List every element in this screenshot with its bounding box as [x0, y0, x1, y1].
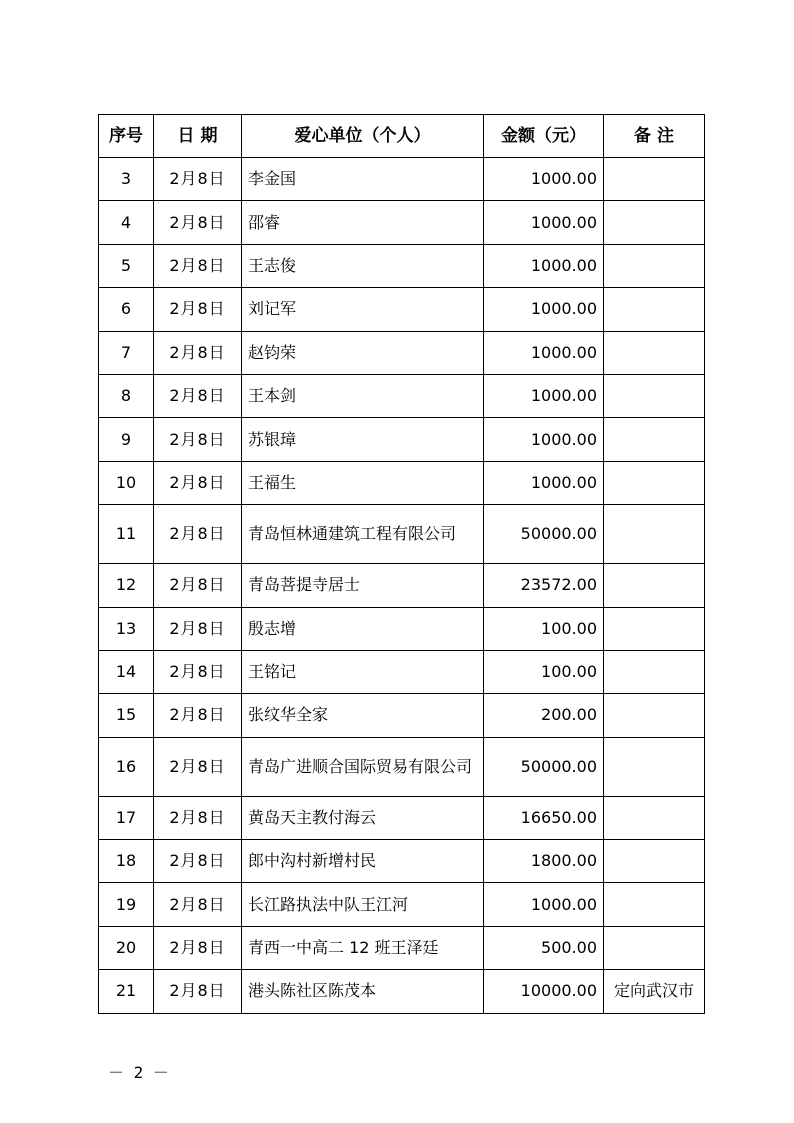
- cell-donor: 青岛菩提寺居士: [242, 564, 484, 607]
- cell-amount: 50000.00: [484, 737, 604, 796]
- cell-amount: 1000.00: [484, 461, 604, 504]
- cell-no: 15: [99, 694, 154, 737]
- cell-date: 2月8日: [154, 883, 242, 926]
- cell-donor: 王本剑: [242, 374, 484, 417]
- cell-amount: 1000.00: [484, 883, 604, 926]
- cell-no: 16: [99, 737, 154, 796]
- cell-note: [604, 461, 705, 504]
- cell-no: 14: [99, 650, 154, 693]
- cell-no: 19: [99, 883, 154, 926]
- cell-date: 2月8日: [154, 737, 242, 796]
- cell-date: 2月8日: [154, 796, 242, 839]
- cell-donor: 张纹华全家: [242, 694, 484, 737]
- cell-no: 17: [99, 796, 154, 839]
- cell-donor: 苏银璋: [242, 418, 484, 461]
- cell-date: 2月8日: [154, 564, 242, 607]
- cell-date: 2月8日: [154, 650, 242, 693]
- cell-donor: 长江路执法中队王江河: [242, 883, 484, 926]
- cell-note: [604, 694, 705, 737]
- table-row: [99, 737, 705, 796]
- cell-no: 7: [99, 331, 154, 374]
- cell-amount: 100.00: [484, 650, 604, 693]
- cell-no: 4: [99, 201, 154, 244]
- cell-amount: 16650.00: [484, 796, 604, 839]
- cell-date: 2月8日: [154, 418, 242, 461]
- table-header-row: [99, 115, 705, 158]
- cell-amount: 10000.00: [484, 970, 604, 1013]
- cell-date: 2月8日: [154, 288, 242, 331]
- cell-no: 21: [99, 970, 154, 1013]
- cell-no: 18: [99, 840, 154, 883]
- cell-no: 11: [99, 505, 154, 564]
- table-row: [99, 331, 705, 374]
- table-row: [99, 564, 705, 607]
- cell-note: [604, 650, 705, 693]
- table-row: [99, 883, 705, 926]
- table-row: [99, 505, 705, 564]
- cell-note: [604, 737, 705, 796]
- cell-donor: 赵钧荣: [242, 331, 484, 374]
- cell-donor: 王福生: [242, 461, 484, 504]
- cell-no: 3: [99, 158, 154, 201]
- cell-no: 10: [99, 461, 154, 504]
- header-note: 备 注: [604, 115, 705, 158]
- cell-note: [604, 374, 705, 417]
- cell-amount: 1000.00: [484, 201, 604, 244]
- table-row: [99, 926, 705, 969]
- cell-date: 2月8日: [154, 505, 242, 564]
- cell-note: [604, 201, 705, 244]
- cell-date: 2月8日: [154, 158, 242, 201]
- header-amount: 金额（元）: [484, 115, 604, 158]
- table-row: [99, 607, 705, 650]
- table-row: [99, 840, 705, 883]
- cell-amount: 500.00: [484, 926, 604, 969]
- cell-donor: 青岛恒林通建筑工程有限公司: [242, 505, 484, 564]
- cell-no: 8: [99, 374, 154, 417]
- cell-date: 2月8日: [154, 607, 242, 650]
- cell-donor: 黄岛天主教付海云: [242, 796, 484, 839]
- cell-amount: 1000.00: [484, 158, 604, 201]
- cell-amount: 1000.00: [484, 418, 604, 461]
- cell-amount: 1800.00: [484, 840, 604, 883]
- cell-no: 20: [99, 926, 154, 969]
- cell-no: 6: [99, 288, 154, 331]
- cell-note: [604, 840, 705, 883]
- cell-note: [604, 505, 705, 564]
- table-row: [99, 694, 705, 737]
- cell-amount: 1000.00: [484, 331, 604, 374]
- cell-no: 5: [99, 244, 154, 287]
- cell-date: 2月8日: [154, 201, 242, 244]
- cell-date: 2月8日: [154, 461, 242, 504]
- cell-no: 9: [99, 418, 154, 461]
- cell-note: [604, 288, 705, 331]
- cell-note: [604, 244, 705, 287]
- cell-date: 2月8日: [154, 840, 242, 883]
- donation-table: [98, 114, 705, 1014]
- cell-date: 2月8日: [154, 926, 242, 969]
- cell-note: [604, 883, 705, 926]
- cell-note: [604, 926, 705, 969]
- cell-no: 13: [99, 607, 154, 650]
- cell-amount: 1000.00: [484, 288, 604, 331]
- cell-amount: 23572.00: [484, 564, 604, 607]
- table-row: [99, 418, 705, 461]
- cell-note: [604, 564, 705, 607]
- cell-amount: 100.00: [484, 607, 604, 650]
- cell-date: 2月8日: [154, 374, 242, 417]
- table-row: [99, 201, 705, 244]
- table-row: [99, 796, 705, 839]
- header-donor: 爱心单位（个人）: [242, 115, 484, 158]
- cell-note: 定向武汉市: [604, 970, 705, 1013]
- cell-donor: 青岛广进顺合国际贸易有限公司: [242, 737, 484, 796]
- cell-donor: 殷志增: [242, 607, 484, 650]
- header-no: 序号: [99, 115, 154, 158]
- cell-note: [604, 796, 705, 839]
- cell-date: 2月8日: [154, 970, 242, 1013]
- table-row: [99, 288, 705, 331]
- cell-note: [604, 418, 705, 461]
- header-date: 日 期: [154, 115, 242, 158]
- cell-donor: 王志俊: [242, 244, 484, 287]
- cell-amount: 50000.00: [484, 505, 604, 564]
- cell-amount: 1000.00: [484, 374, 604, 417]
- table-row: [99, 244, 705, 287]
- cell-amount: 200.00: [484, 694, 604, 737]
- cell-note: [604, 158, 705, 201]
- table-row: [99, 461, 705, 504]
- cell-donor: 王铭记: [242, 650, 484, 693]
- cell-note: [604, 607, 705, 650]
- cell-donor: 港头陈社区陈茂本: [242, 970, 484, 1013]
- cell-donor: 郎中沟村新增村民: [242, 840, 484, 883]
- table-row: [99, 374, 705, 417]
- page-number: － 2 －: [108, 1063, 169, 1082]
- cell-date: 2月8日: [154, 694, 242, 737]
- table-row: [99, 650, 705, 693]
- cell-donor: 李金国: [242, 158, 484, 201]
- cell-donor: 青西一中高二 12 班王泽廷: [242, 926, 484, 969]
- cell-no: 12: [99, 564, 154, 607]
- cell-note: [604, 331, 705, 374]
- cell-donor: 刘记军: [242, 288, 484, 331]
- table-row: [99, 158, 705, 201]
- table-row: [99, 970, 705, 1013]
- cell-date: 2月8日: [154, 244, 242, 287]
- cell-amount: 1000.00: [484, 244, 604, 287]
- cell-donor: 邵睿: [242, 201, 484, 244]
- cell-date: 2月8日: [154, 331, 242, 374]
